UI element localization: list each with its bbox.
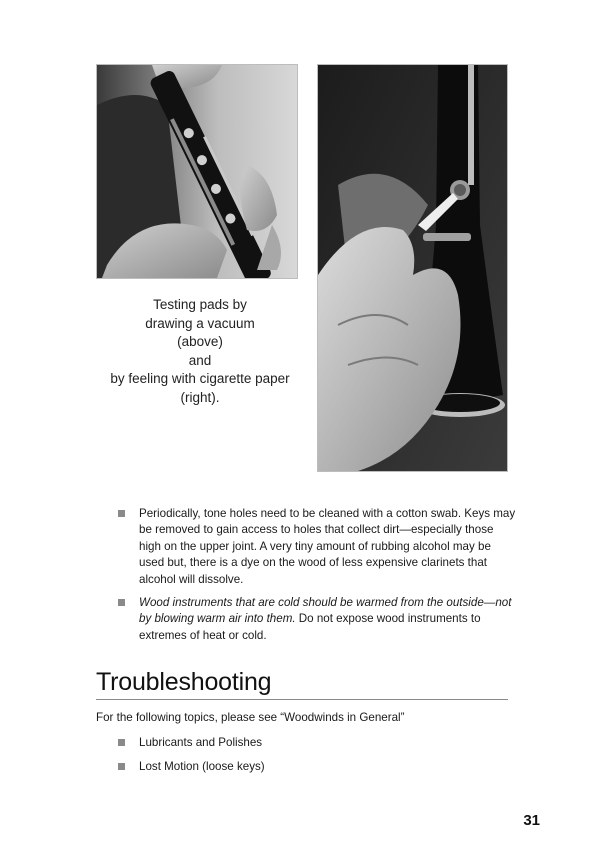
photo-vacuum-test-image (97, 65, 297, 278)
square-bullet-icon (118, 739, 125, 746)
care-bullet-list (118, 506, 516, 644)
list-item (118, 735, 516, 751)
caption-line: and (188, 352, 212, 368)
caption-line: (above) (177, 334, 223, 349)
bullet-italic-text: Wood instruments that are cold should be warmed from the outside—not by blowing warm air into them. (139, 596, 512, 626)
list-item (118, 506, 516, 588)
caption-line: Testing pads by (153, 297, 247, 312)
bullet-text: Periodically, tone holes need to be cleaned with a cotton swab. Keys may be removed to gain access to holes that collect dirt—especially those high on the upper joint. A very tiny amount of rubbing alcohol may be used but, there is a dye on the wood of less expensive clarinets that alcohol will dissolve. (139, 507, 516, 586)
square-bullet-icon (118, 599, 125, 606)
photo-paper-test (318, 65, 507, 471)
figure-caption (97, 296, 303, 407)
page-number: 31 (523, 812, 540, 829)
section-intro: For the following topics, please see “Woodwinds in General” (96, 711, 405, 724)
list-item (118, 759, 516, 775)
square-bullet-icon (118, 510, 125, 517)
square-bullet-icon (118, 763, 125, 770)
caption-line: drawing a vacuum (145, 315, 255, 331)
list-item (118, 595, 516, 644)
bullet-text: Do not expose wood instruments to extremes of heat or cold. (139, 612, 481, 642)
topic-text: Lubricants and Polishes (139, 736, 263, 749)
topic-bullet-list (118, 735, 516, 776)
section-title: Troubleshooting (96, 666, 508, 700)
caption-line: by feeling with cigarette paper (110, 371, 290, 386)
topic-text: Lost Motion (loose keys) (139, 760, 265, 774)
photo-vacuum-test (97, 65, 297, 278)
photo-paper-test-image (318, 65, 507, 471)
caption-line: (right). (180, 389, 220, 405)
